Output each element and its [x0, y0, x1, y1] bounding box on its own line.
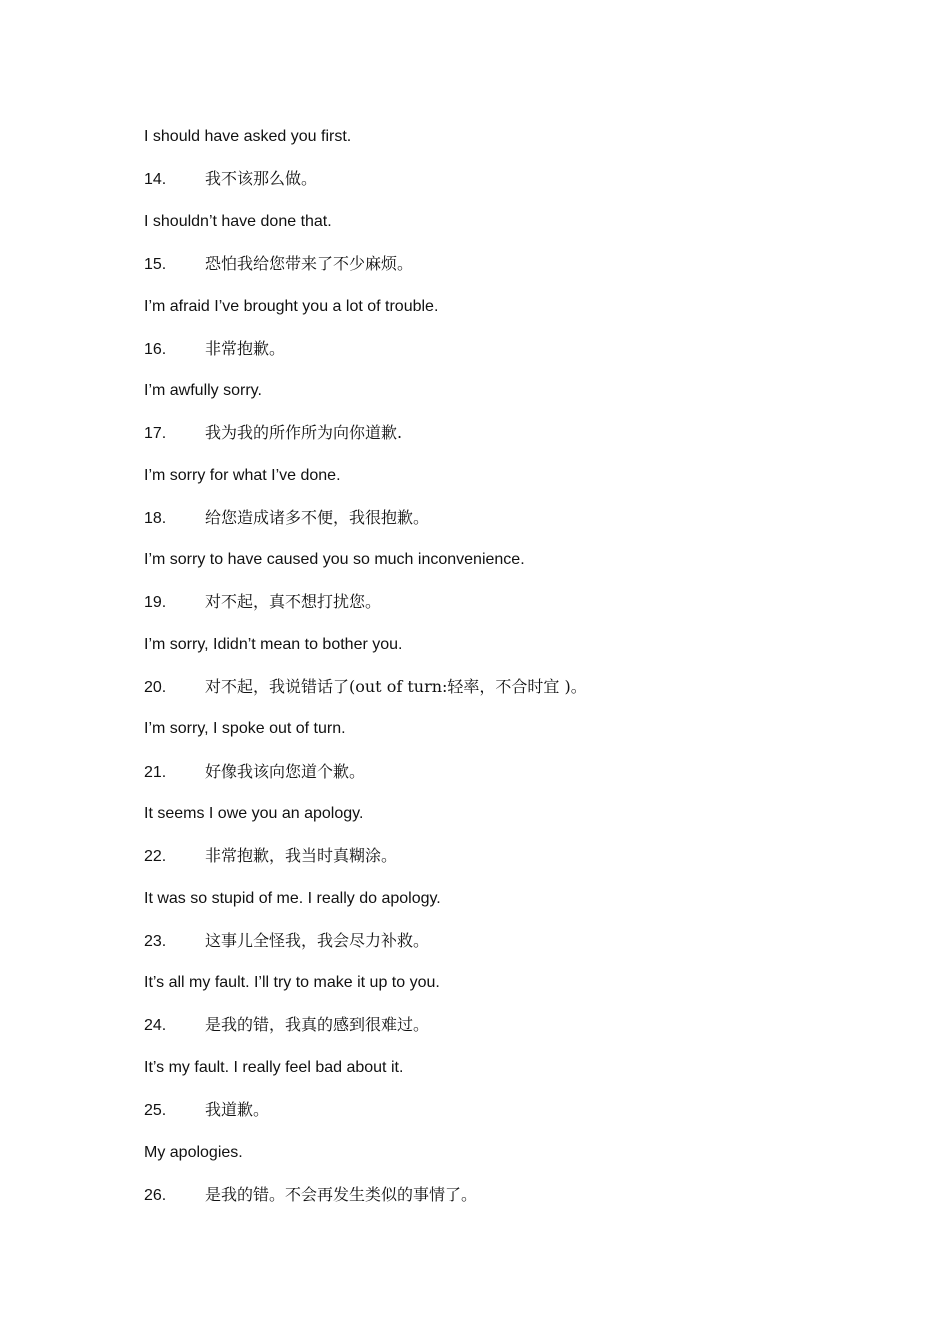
chinese-line [144, 421, 402, 445]
chinese-text: 好像我该向您道个歉。 [205, 762, 366, 781]
entry-number: 14. [144, 171, 167, 188]
entry-number: 24. [144, 1017, 167, 1034]
chinese-text: 是我的错，我真的感到很难过。 [205, 1015, 430, 1034]
entry-number: 26. [144, 1187, 167, 1204]
english-line: It’s my fault. I really feel bad about it. [144, 1059, 404, 1076]
chinese-line [144, 590, 381, 614]
chinese-text: 恐怕我给您带来了不少麻烦。 [205, 254, 414, 273]
english-line: I’m sorry to have caused you so much inconvenience. [144, 551, 525, 568]
chinese-text: 这事儿全怪我，我会尽力补救。 [205, 931, 430, 950]
chinese-text: 是我的错。不会再发生类似的事情了。 [205, 1185, 478, 1204]
chinese-line [144, 1013, 429, 1037]
chinese-line [144, 675, 587, 699]
chinese-text: 我道歉。 [205, 1100, 270, 1119]
entry-number: 23. [144, 933, 167, 950]
english-line: I’m sorry for what I’ve done. [144, 467, 341, 484]
english-line: My apologies. [144, 1144, 243, 1161]
english-line: I shouldn’t have done that. [144, 213, 332, 230]
chinese-line [144, 252, 413, 276]
entry-number: 19. [144, 594, 167, 611]
entry-number: 25. [144, 1102, 167, 1119]
chinese-line [144, 1183, 477, 1207]
entry-number: 21. [144, 764, 167, 781]
chinese-text: 对不起，真不想打扰您。 [205, 592, 382, 611]
chinese-text: 非常抱歉。 [205, 339, 286, 358]
english-line: I’m awfully sorry. [144, 382, 262, 399]
entry-number: 15. [144, 256, 167, 273]
entry-number: 16. [144, 341, 167, 358]
chinese-line [144, 337, 285, 361]
entry-number: 20. [144, 679, 167, 696]
english-line: It seems I owe you an apology. [144, 805, 364, 822]
chinese-line [144, 929, 429, 953]
entry-number: 18. [144, 510, 167, 527]
chinese-text: 我为我的所作所为向你道歉. [205, 423, 403, 442]
chinese-text: 对不起，我说错话了(out of turn:轻率，不合时宜 )。 [205, 677, 587, 696]
chinese-line [144, 1098, 269, 1122]
english-line: I should have asked you first. [144, 128, 352, 145]
chinese-line [144, 760, 365, 784]
chinese-text: 给您造成诸多不便，我很抱歉。 [205, 508, 430, 527]
english-line: I’m afraid I’ve brought you a lot of trouble. [144, 298, 439, 315]
chinese-line [144, 844, 397, 868]
chinese-line [144, 506, 429, 530]
chinese-text: 非常抱歉，我当时真糊涂。 [205, 846, 398, 865]
chinese-line [144, 167, 317, 191]
english-line: It’s all my fault. I’ll try to make it up to you. [144, 974, 440, 991]
english-line: I’m sorry, I spoke out of turn. [144, 720, 346, 737]
chinese-text: 我不该那么做。 [205, 169, 318, 188]
english-line: It was so stupid of me. I really do apology. [144, 890, 441, 907]
entry-number: 17. [144, 425, 167, 442]
entry-number: 22. [144, 848, 167, 865]
english-line: I’m sorry, Ididn’t mean to bother you. [144, 636, 403, 653]
